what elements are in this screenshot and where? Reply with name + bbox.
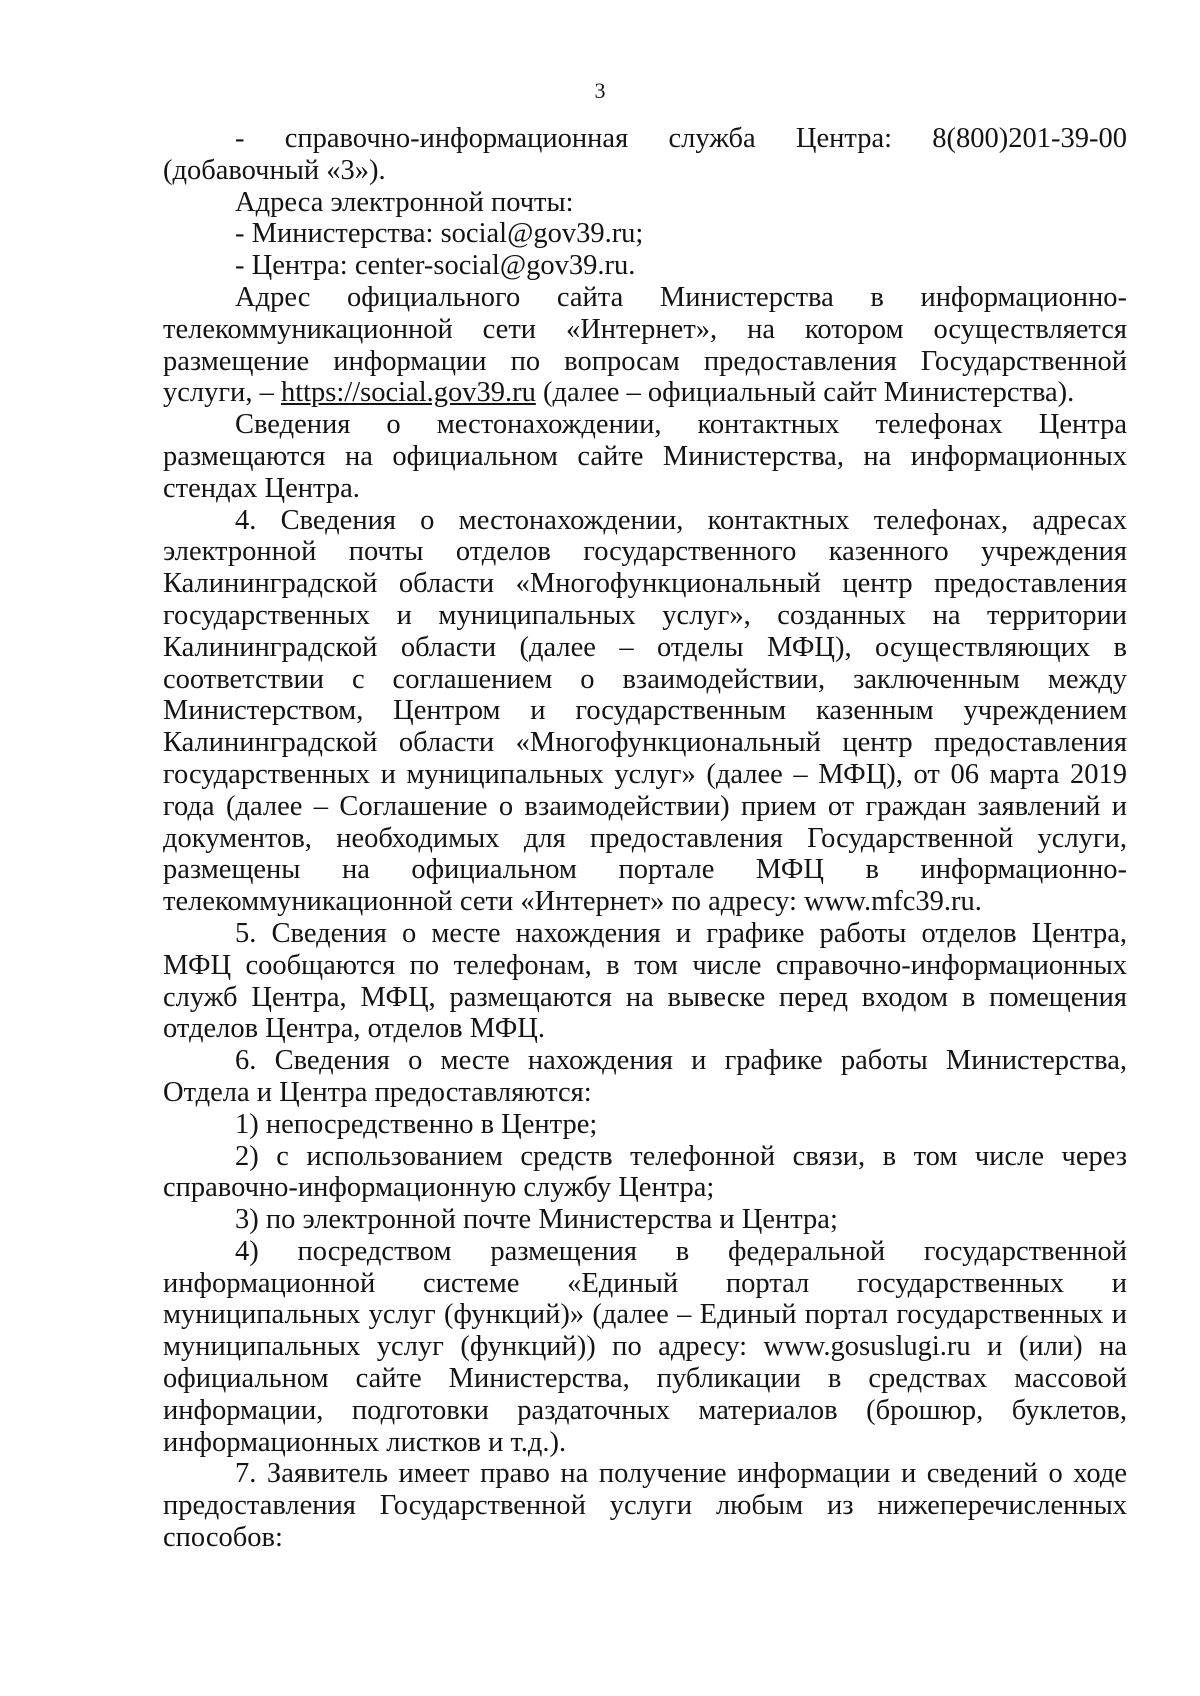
list-item-6-3: 3) по электронной почте Министерства и Центра;	[235, 1204, 838, 1236]
official-site-text-before: Адрес официального сайта Министерства в информационно-телекоммуникационной сети «Интернет», на котором осуществляется размещение информации по вопросам предоставления Государственной услуги, –	[163, 281, 1127, 409]
paragraph-email-heading: Адреса электронной почты:	[235, 186, 574, 218]
document-body	[163, 123, 1127, 1554]
list-item-6-1: 1) непосредственно в Центре;	[235, 1108, 598, 1140]
official-site-text-after: (далее – официальный сайт Министерства).	[535, 377, 1075, 409]
paragraph-official-site	[163, 282, 1127, 409]
paragraph-helpline: - справочно-информационная служба Центра: 8(800)201-39-00 (добавочный «3»).	[163, 123, 1127, 186]
official-site-link[interactable]: https://social.gov39.ru	[280, 377, 536, 409]
paragraph-ministry-email: - Министерства: social@gov39.ru;	[235, 218, 644, 250]
paragraph-center-location: Сведения о местонахождении, контактных телефонах Центра размещаются на официальном сайте Министерства, на информационных стендах Центра.	[163, 409, 1127, 504]
list-item-6-4: 4) посредством размещения в федеральной государственной информационной системе «Единый портал государственных и муниципальных услуг (функций)» (далее – Единый портал государственных и муниципальных услуг (функций)) по адресу: www.gosuslugi.ru и (или) на официальном сайте Министерства, публикации в средствах массовой информации, подготовки раздаточных материалов (брошюр, буклетов, информационных листков и т.д.).	[163, 1235, 1127, 1458]
page-number: 3	[594, 78, 606, 103]
paragraph-item-5: 5. Сведения о месте нахождения и графике работы отделов Центра, МФЦ сообщаются по телефонам, в том числе справочно-информационных служб Центра, МФЦ, размещаются на вывеске перед входом в помещения отделов Центра, отделов МФЦ.	[163, 917, 1127, 1045]
paragraph-item-6: 6. Сведения о месте нахождения и графике работы Министерства, Отдела и Центра предоставляются:	[163, 1045, 1127, 1108]
paragraph-center-email: - Центра: center-social@gov39.ru.	[235, 250, 636, 282]
paragraph-item-7: 7. Заявитель имеет право на получение информации и сведений о ходе предоставления Государственной услуги любым из нижеперечисленных способов:	[163, 1458, 1127, 1554]
paragraph-item-4: 4. Сведения о местонахождении, контактных телефонах, адресах электронной почты отделов государственного казенного учреждения Калининградской области «Многофункциональный центр предоставления государственных и муниципальных услуг», созданных на территории Калининградской области (далее – отделы МФЦ), осуществляющих в соответствии с соглашением о взаимодействии, заключенным между Министерством, Центром и государственным казенным учреждением Калининградской области «Многофункциональный центр предоставления государственных и муниципальных услуг» (далее – МФЦ), от 06 марта 2019 года (далее – Соглашение о взаимодействии) прием от граждан заявлений и документов, необходимых для предоставления Государственной услуги, размещены на официальном портале МФЦ в информационно-телекоммуникационной сети «Интернет» по адресу: www.mfc39.ru.	[163, 504, 1127, 918]
list-item-6-2: 2) с использованием средств телефонной связи, в том числе через справочно-информационную службу Центра;	[163, 1140, 1127, 1204]
